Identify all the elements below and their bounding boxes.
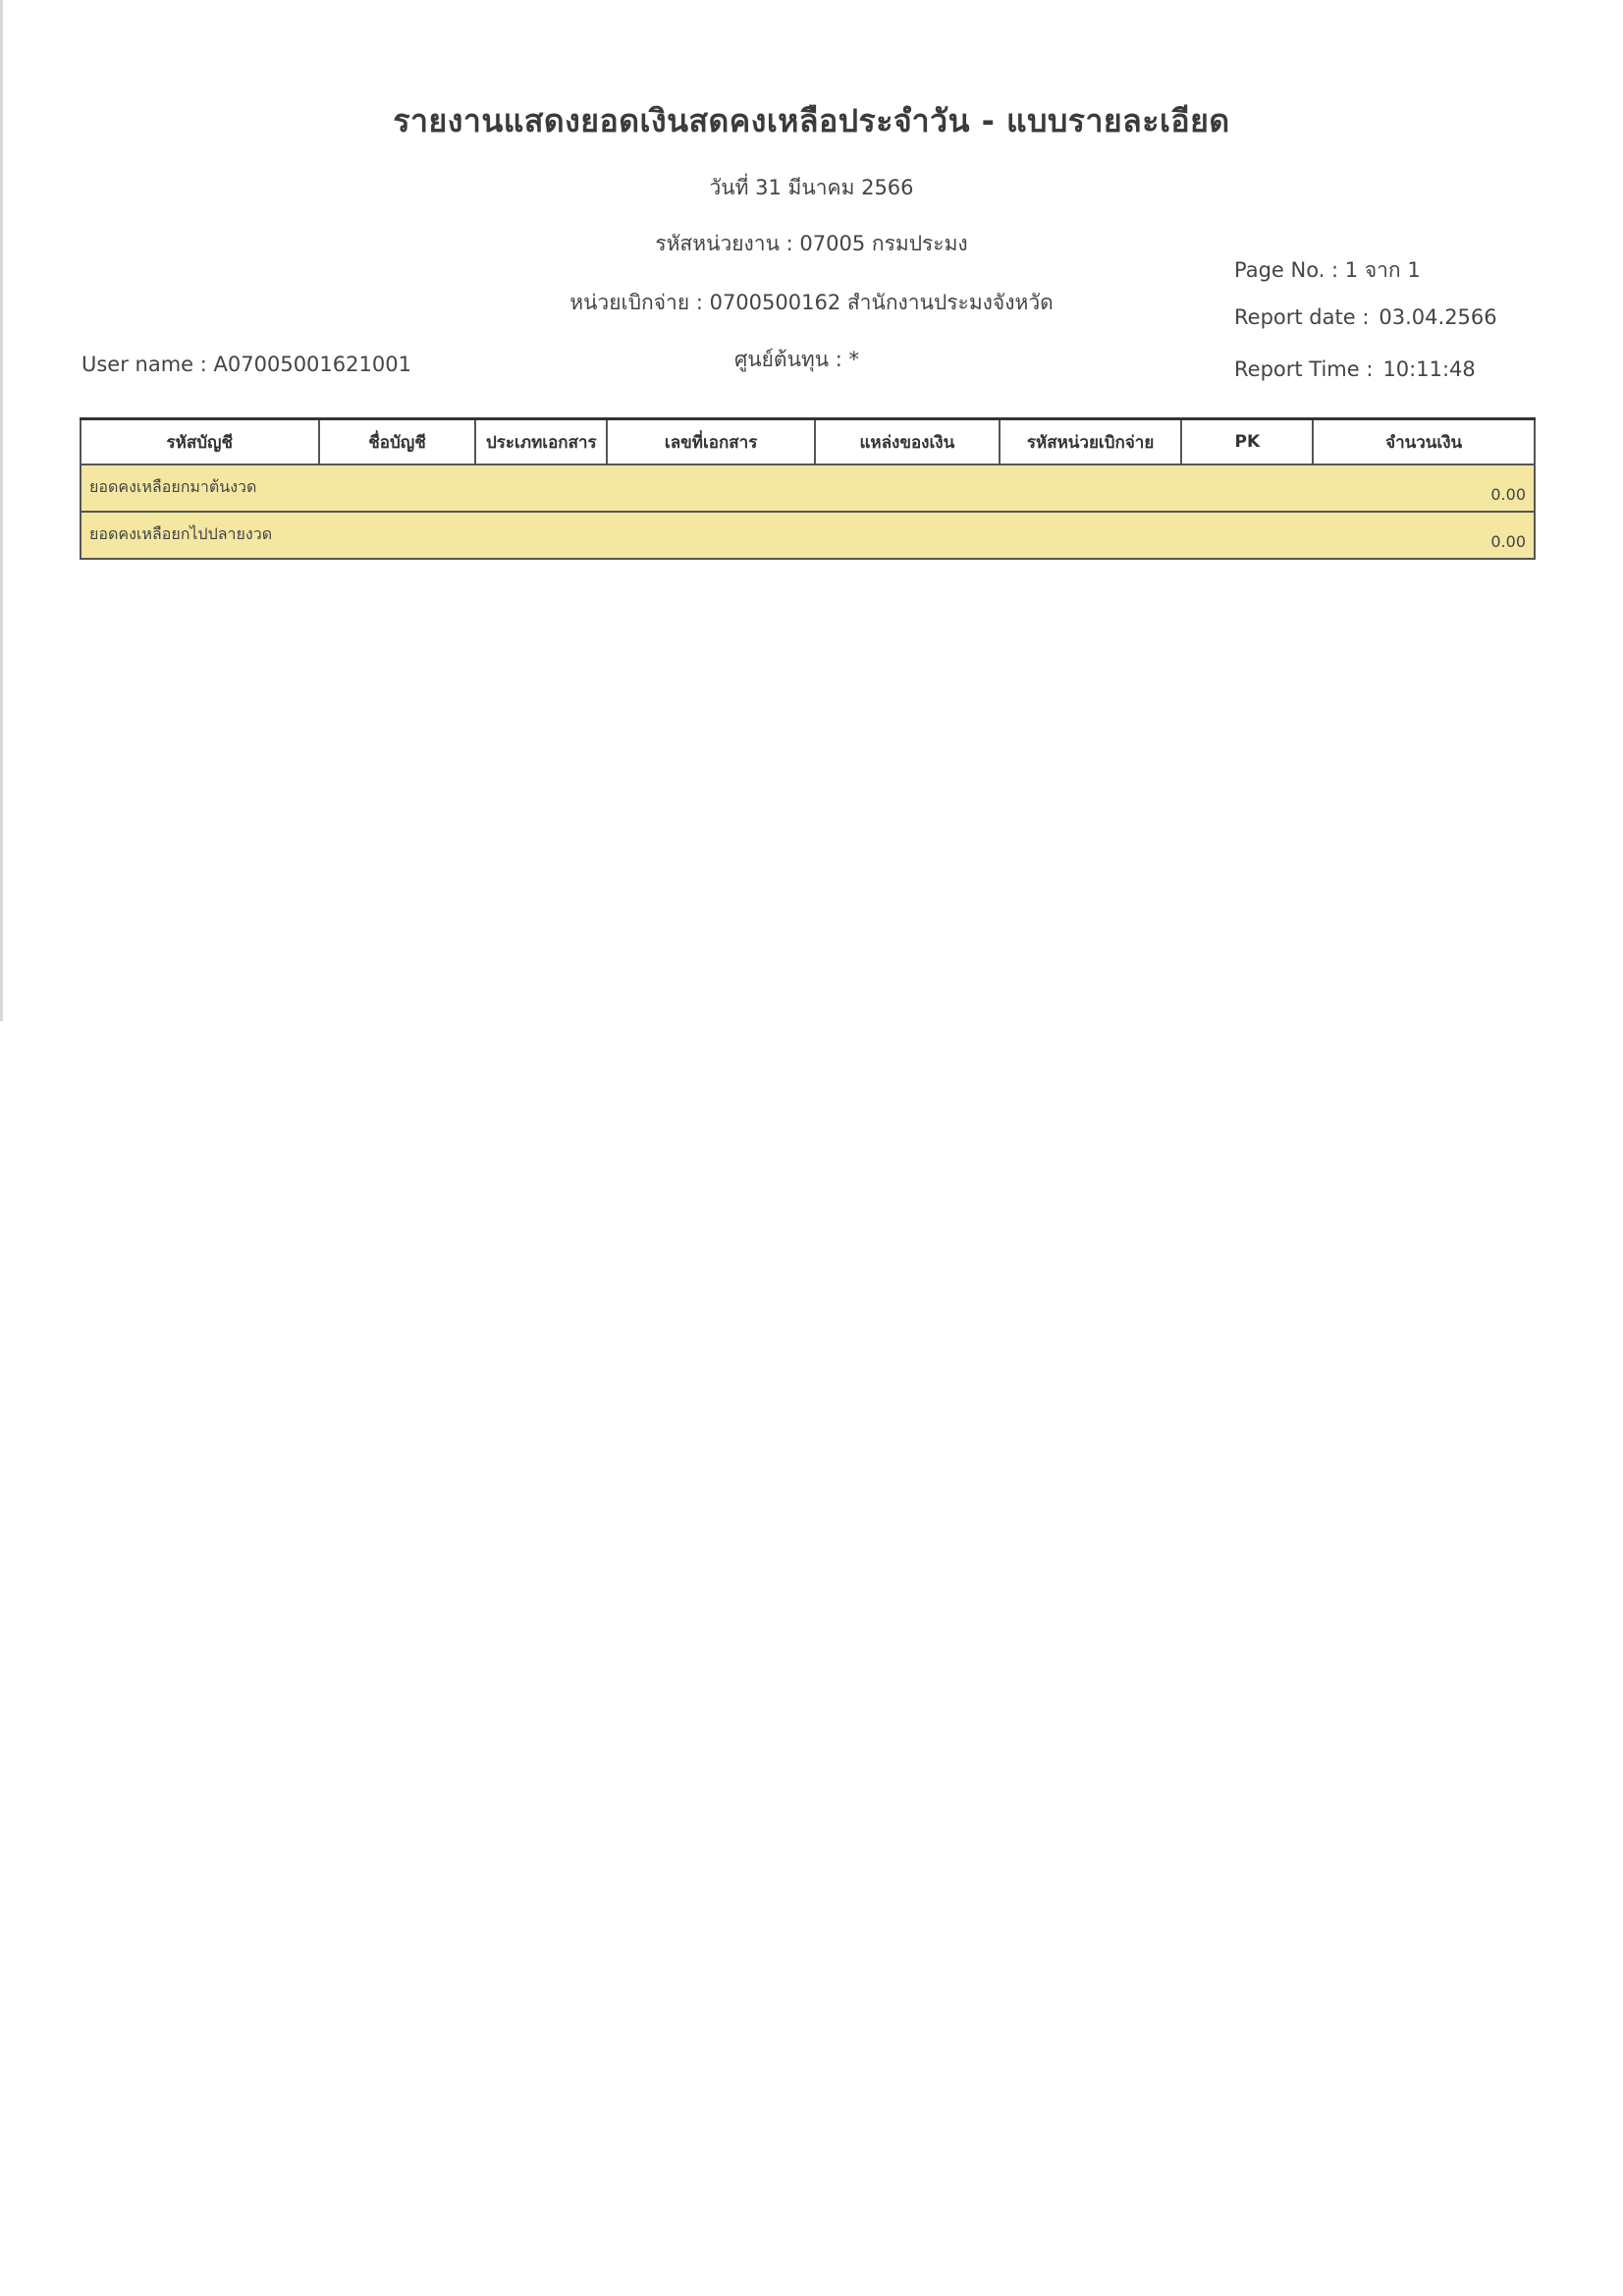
cash-balance-table — [80, 417, 1536, 560]
report-date-label: Report date : — [1234, 305, 1370, 329]
report-date-line: วันที่ 31 มีนาคม 2566 — [709, 176, 914, 199]
user-name: User name : A07005001621001 — [81, 353, 411, 376]
header-account-name: ชื่อบัญชี — [319, 419, 476, 465]
report-time-value: 10:11:48 — [1382, 357, 1476, 381]
header-document-number: เลขที่เอกสาร — [607, 419, 815, 465]
closing-balance-cell — [81, 512, 1535, 559]
header-disbursing-unit-code: รหัสหน่วยเบิกจ่าย — [1000, 419, 1182, 465]
report-title: รายงานแสดงยอดเงินสดคงเหลือประจำวัน - แบบรายละเอียด — [393, 102, 1230, 139]
page-number: Page No. : 1 จาก 1 — [1234, 258, 1421, 282]
report-date — [1234, 305, 1497, 329]
scan-edge-shadow — [0, 0, 3, 1021]
opening-balance-cell — [81, 465, 1535, 512]
table-row-closing-balance — [81, 512, 1535, 559]
agency-line: รหัสหน่วยงาน : 07005 กรมประมง — [655, 232, 968, 255]
opening-balance-label: ยอดคงเหลือยกมาต้นงวด — [89, 477, 257, 496]
table-header-row — [81, 419, 1535, 465]
header-fund-source: แหล่งของเงิน — [815, 419, 1000, 465]
report-time — [1234, 357, 1476, 381]
closing-balance-amount: 0.00 — [1490, 532, 1526, 551]
cost-center-line: ศูนย์ต้นทุน : * — [733, 348, 860, 371]
opening-balance-amount: 0.00 — [1490, 485, 1526, 504]
header-document-type: ประเภทเอกสาร — [475, 419, 607, 465]
table-row-opening-balance — [81, 465, 1535, 512]
report-date-value: 03.04.2566 — [1379, 305, 1497, 329]
header-pk: PK — [1181, 419, 1313, 465]
report-time-label: Report Time : — [1234, 357, 1374, 381]
closing-balance-label: ยอดคงเหลือยกไปปลายงวด — [89, 524, 273, 543]
header-account-code: รหัสบัญชี — [81, 419, 319, 465]
header-amount: จำนวนเงิน — [1313, 419, 1535, 465]
disbursing-unit-line: หน่วยเบิกจ่าย : 0700500162 สำนักงานประมงจังหวัด — [569, 291, 1054, 314]
